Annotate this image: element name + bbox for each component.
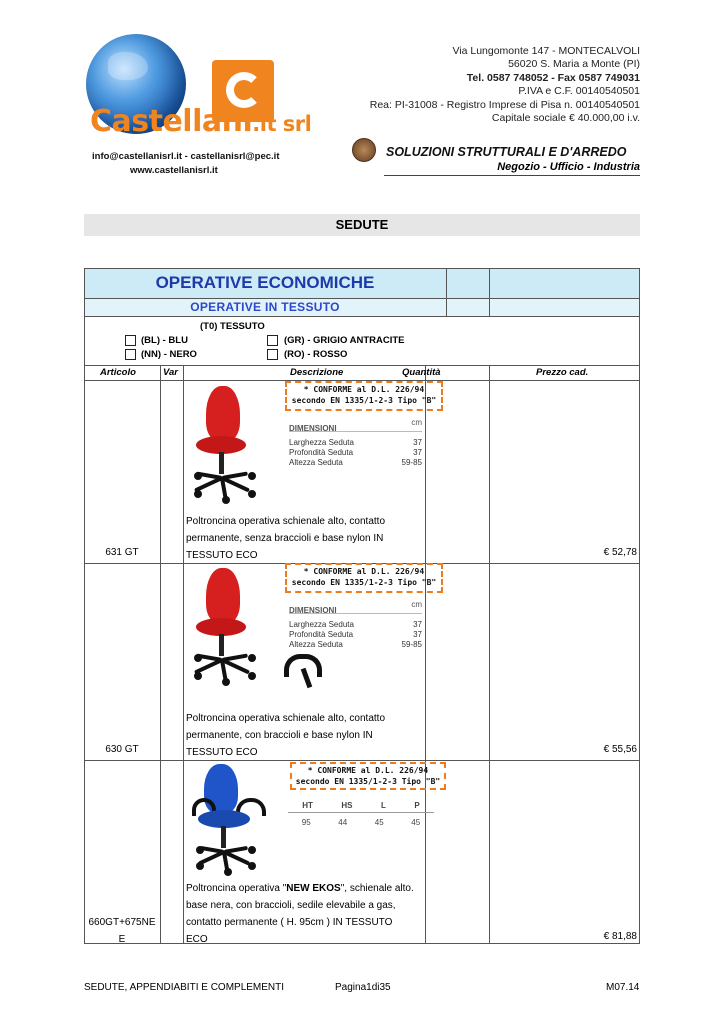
col-divider	[160, 365, 161, 944]
dim-label: Larghezza Seduta	[289, 620, 354, 629]
dim-label: Altezza Seduta	[289, 458, 343, 467]
header-var: Var	[163, 367, 178, 378]
dim-unit: cm	[411, 418, 422, 427]
globe-highlight	[108, 52, 148, 80]
code-line: E	[118, 934, 126, 945]
address-line: 56020 S. Maria a Monte (PI)	[508, 58, 640, 71]
col-divider	[489, 365, 490, 944]
desc-line: permanente, senza braccioli e base nylon IN	[186, 533, 384, 544]
color-checkbox-nn[interactable]	[125, 349, 136, 360]
phone-line: Tel. 0587 748052 - Fax 0587 749031	[466, 71, 640, 84]
col-divider	[425, 365, 426, 944]
dim-value: 59-85	[401, 640, 422, 649]
section-title: SEDUTE	[84, 214, 640, 236]
dim-value: 37	[413, 448, 422, 457]
badge-text: * CONFORME al D.L. 226/94	[303, 385, 425, 394]
company-slogan: SOLUZIONI STRUTTURALI E D'ARREDO	[386, 145, 627, 159]
seal-icon	[352, 138, 376, 162]
address-line: Rea: PI-31008 - Registro Imprese di Pisa n. 00140540501	[369, 98, 640, 111]
col-divider	[489, 268, 490, 316]
unit-price: € 81,88	[603, 931, 637, 942]
chair-image-630	[186, 566, 282, 692]
chair-image-631	[186, 384, 282, 510]
dim-value: 45	[374, 818, 384, 827]
header-quantita: Quantità	[402, 367, 441, 378]
ekos-dimensions	[288, 801, 434, 827]
header-articolo: Articolo	[100, 367, 136, 378]
table-subtitle: OPERATIVE IN TESSUTO	[190, 300, 340, 314]
dim-value: 37	[413, 620, 422, 629]
desc-text: ", schienale alto.	[340, 883, 414, 894]
dim-unit: cm	[411, 600, 422, 609]
address-line: Capitale sociale € 40.000,00 i.v.	[491, 112, 640, 125]
row-divider	[84, 365, 640, 366]
color-label-bl: (BL) - BLU	[141, 335, 188, 346]
table-title: OPERATIVE ECONOMICHE	[155, 273, 375, 292]
contact-email[interactable]: info@castellanisrl.it - castellanisrl@pec.it	[92, 151, 280, 162]
product-name: NEW EKOS	[286, 883, 341, 894]
dim-value: 37	[413, 630, 422, 639]
desc-text: Poltroncina operativa "	[186, 883, 287, 894]
dim-title: DIMENSIONI	[289, 424, 337, 433]
unit-price: € 52,78	[603, 547, 637, 558]
desc-line: TESSUTO ECO	[186, 747, 258, 758]
badge-text: * CONFORME al D.L. 226/94	[303, 567, 425, 576]
article-code: 631 GT	[105, 547, 139, 558]
address-line: P.IVA e C.F. 00140540501	[518, 85, 640, 98]
desc-line: ECO	[186, 934, 208, 945]
desc-line: permanente, con braccioli e base nylon IN	[186, 730, 373, 741]
color-label-gr: (GR) - GRIGIO ANTRACITE	[284, 335, 405, 346]
desc-line: Poltroncina operativa schienale alto, contatto	[186, 516, 386, 527]
dim-label: Profondità Seduta	[289, 630, 354, 639]
dim-value: 44	[338, 818, 348, 827]
footer-section: SEDUTE, APPENDIABITI E COMPLEMENTI	[84, 982, 285, 993]
footer-code: M07.14	[606, 982, 640, 993]
desc-line: TESSUTO ECO	[186, 550, 258, 561]
row-divider	[84, 316, 640, 317]
desc-line: contatto permanente ( H. 95cm ) IN TESSUTO	[186, 917, 393, 928]
company-logo: Castellani.it srl	[90, 104, 312, 139]
desc-line	[186, 880, 424, 897]
dim-label: Larghezza Seduta	[289, 438, 354, 447]
header-prezzo: Prezzo cad.	[536, 367, 589, 378]
company-slogan-sub: Negozio - Ufficio - Industria	[497, 161, 640, 173]
badge-text: * CONFORME al D.L. 226/94	[307, 766, 429, 775]
compliance-badge	[285, 563, 443, 593]
dim-value: 59-85	[401, 458, 422, 467]
dim-header: P	[414, 801, 420, 810]
color-label-ro: (RO) - ROSSO	[284, 349, 348, 360]
compliance-badge	[285, 381, 443, 411]
desc-line: base nera, con braccioli, sedile elevabile a gas,	[186, 900, 396, 911]
row-description	[186, 710, 424, 761]
header-descrizione: Descrizione	[290, 367, 344, 378]
article-code	[84, 914, 160, 948]
divider	[384, 175, 640, 176]
desc-line: Poltroncina operativa schienale alto, contatto	[186, 713, 386, 724]
dim-label: Altezza Seduta	[289, 640, 343, 649]
company-address	[370, 45, 640, 125]
unit-price: € 55,56	[603, 744, 637, 755]
address-line: Via Lungomonte 147 - MONTECALVOLI	[452, 45, 640, 57]
dim-label: Profondità Seduta	[289, 448, 354, 457]
dim-value: 45	[411, 818, 421, 827]
footer-page-number: Pagina1di35	[335, 982, 391, 993]
row-description	[186, 513, 424, 564]
armrest-image	[278, 650, 322, 692]
dimensions-table	[289, 418, 422, 468]
badge-text: secondo EN 1335/1-2-3 Tipo "B"	[295, 777, 441, 786]
color-label-nn: (NN) - NERO	[141, 349, 197, 360]
dim-title: DIMENSIONI	[289, 606, 337, 615]
badge-text: secondo EN 1335/1-2-3 Tipo "B"	[291, 396, 437, 405]
row-divider	[84, 298, 640, 299]
dim-value: 37	[413, 438, 422, 447]
dim-value: 95	[301, 818, 311, 827]
code-line: 660GT+675NE	[88, 917, 156, 928]
chair-image-ekos	[190, 762, 280, 880]
row-description	[186, 880, 424, 948]
dimensions-table	[289, 600, 422, 650]
col-divider	[183, 365, 184, 944]
color-checkbox-gr[interactable]	[267, 335, 278, 346]
dim-header: HS	[341, 801, 353, 810]
color-checkbox-ro[interactable]	[267, 349, 278, 360]
col-divider	[446, 268, 447, 316]
compliance-badge	[290, 762, 446, 790]
article-code: 630 GT	[105, 744, 139, 755]
dim-header: L	[381, 801, 386, 810]
contact-website[interactable]: www.castellanisrl.it	[130, 165, 218, 176]
badge-text: secondo EN 1335/1-2-3 Tipo "B"	[291, 578, 437, 587]
dim-header: HT	[302, 801, 313, 810]
fabric-label: (T0) TESSUTO	[200, 321, 265, 332]
color-checkbox-bl[interactable]	[125, 335, 136, 346]
